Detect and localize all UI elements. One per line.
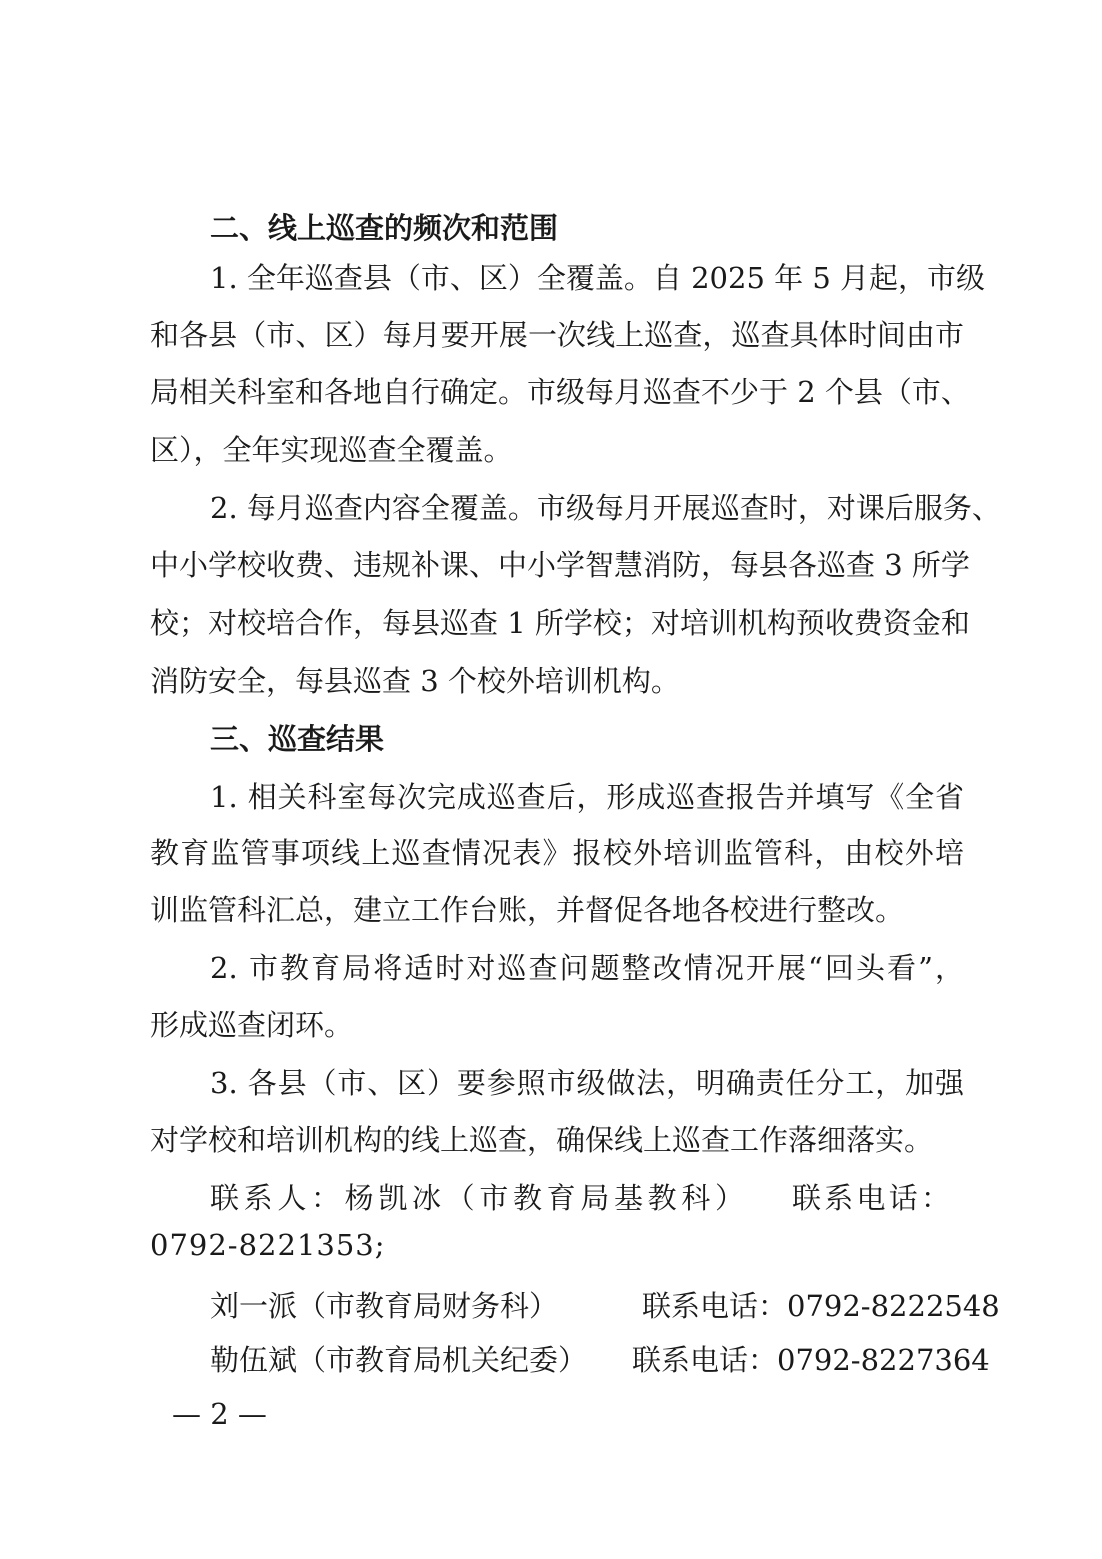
contact-3	[0, 1338, 1102, 1382]
contact-2-phone: 联系电话：0792-8222548	[642, 1289, 1000, 1323]
contact-2	[0, 1284, 1102, 1328]
contact-1	[0, 1176, 1102, 1220]
s2-p1-line-2: 和各县（市、区）每月要开展一次线上巡查，巡查具体时间由市	[150, 318, 964, 352]
s2-p1-line-3: 局相关科室和各地自行确定。市级每月巡查不少于 2 个县（市、	[150, 375, 970, 409]
contact-3-phone: 联系电话：0792-8227364	[632, 1343, 990, 1377]
contact-1-name: 联系人：杨凯冰（市教育局基教科）	[210, 1181, 744, 1215]
s2-p1-line-1: 1. 全年巡查县（市、区）全覆盖。自 2025 年 5 月起，市级	[210, 261, 986, 295]
s3-p2-line-1: 2. 市教育局将适时对巡查问题整改情况开展“回头看”，	[210, 951, 964, 985]
contact-2-name: 刘一派（市教育局财务科）	[210, 1289, 559, 1323]
section-2-heading: 二、线上巡查的频次和范围	[210, 211, 559, 245]
s2-p2-line-4: 消防安全，每县巡查 3 个校外培训机构。	[150, 664, 680, 698]
s3-p3-line-1: 3. 各县（市、区）要参照市级做法，明确责任分工，加强	[210, 1066, 964, 1100]
s3-p2-line-2: 形成巡查闭环。	[150, 1008, 354, 1042]
section-3-heading: 三、巡查结果	[210, 722, 385, 756]
s3-p1-line-3: 训监管科汇总，建立工作台账，并督促各地各校进行整改。	[150, 893, 905, 927]
s2-p1-line-4: 区），全年实现巡查全覆盖。	[150, 433, 513, 467]
s2-p2-line-2: 中小学校收费、违规补课、中小学智慧消防，每县各巡查 3 所学	[150, 548, 970, 582]
s3-p1-line-1: 1. 相关科室每次完成巡查后，形成巡查报告并填写《全省	[210, 780, 964, 814]
contact-1-phone: 0792-8221353;	[150, 1228, 386, 1262]
page-number: — 2 —	[172, 1397, 267, 1431]
contact-1-phone-line	[0, 1223, 1102, 1267]
s2-p2-line-1: 2. 每月巡查内容全覆盖。市级每月开展巡查时，对课后服务、	[210, 491, 1001, 525]
contact-3-name: 勒伍斌（市教育局机关纪委）	[210, 1343, 588, 1377]
contact-1-phone-label: 联系电话：	[792, 1181, 950, 1215]
s3-p3-line-2: 对学校和培训机构的线上巡查，确保线上巡查工作落细落实。	[150, 1123, 934, 1157]
s3-p1-line-2: 教育监管事项线上巡查情况表》报校外培训监管科，由校外培	[150, 836, 964, 870]
s2-p2-line-3: 校；对校培合作，每县巡查 1 所学校；对培训机构预收费资金和	[150, 606, 970, 640]
